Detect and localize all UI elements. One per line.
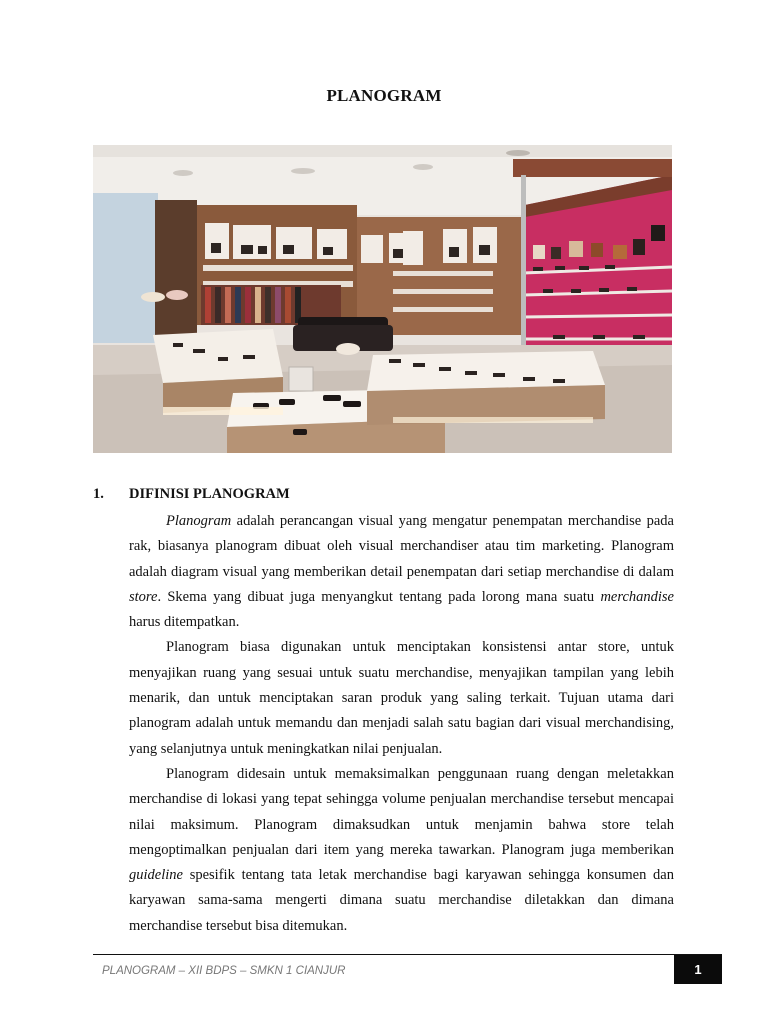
paragraph-1-italic-planogram: Planogram [166,513,232,529]
paragraph-3-text-a: Planogram didesain untuk memaksimalkan penggunaan ruang dengan meletakkan merchandise di lokasi yang tepat sehingga volume penjualan merchandise tersebut mencapai nilai maksimum. Planogram dimaksudkan untuk menjamin bahwa store telah mengoptimalkan penjualan dari item yang mereka tawarkan. Planogram juga memberikan [129,765,674,858]
paragraph-3-italic-guideline: guideline [129,867,183,884]
page-title: PLANOGRAM [326,86,442,105]
paragraph-2: Planogram biasa digunakan untuk menciptakan konsistensi antar store, untuk menyajikan ruang yang sesuai untuk suatu merchandise, menyajikan tampilan yang lebih menarik, dan untuk menciptakan saran produk yang saling terkait. Tujuan utama dari planogram adalah untuk memandu dan menjadi salah satu bagian dari visual merchandising, yang selanjutnya untuk meningkatkan nilai penjualan. [129,639,674,757]
paragraph-1-text-b: . Skema yang dibuat juga menyangkut tentang pada lorong mana suatu [157,588,601,605]
footer-text: PLANOGRAM – XII BDPS – SMKN 1 CIANJUR [102,965,346,977]
paragraph-3 [129,762,674,939]
page-number-box [674,955,722,984]
body-text [129,509,674,939]
store-photo [93,145,672,453]
paragraph-1-italic-merchandise: merchandise [600,588,674,605]
paragraph-1-italic-store: store [129,588,158,605]
paragraph-1-text-c: harus ditempatkan. [129,614,240,631]
section-title: DIFINISI PLANOGRAM [129,486,290,502]
section-number: 1. [93,486,104,502]
paragraph-1-text-a: adalah perancangan visual yang mengatur penempatan merchandise pada rak, biasanya planogram dibuat oleh visual merchandiser atau tim marketing. Planogram adalah diagram visual yang memberikan detail penempatan dari setiap merchandise di dalam [129,513,674,580]
page-number: 1 [694,962,702,977]
paragraph-1 [129,509,674,635]
paragraph-3-text-b: spesifik tentang tata letak merchandise bagi karyawan sehingga konsumen dan karyawan sama-sama mengerti dimana suatu merchandise diletakkan dan dimana merchandise tersebut bisa ditemukan. [129,867,674,934]
footer-divider [93,954,722,955]
